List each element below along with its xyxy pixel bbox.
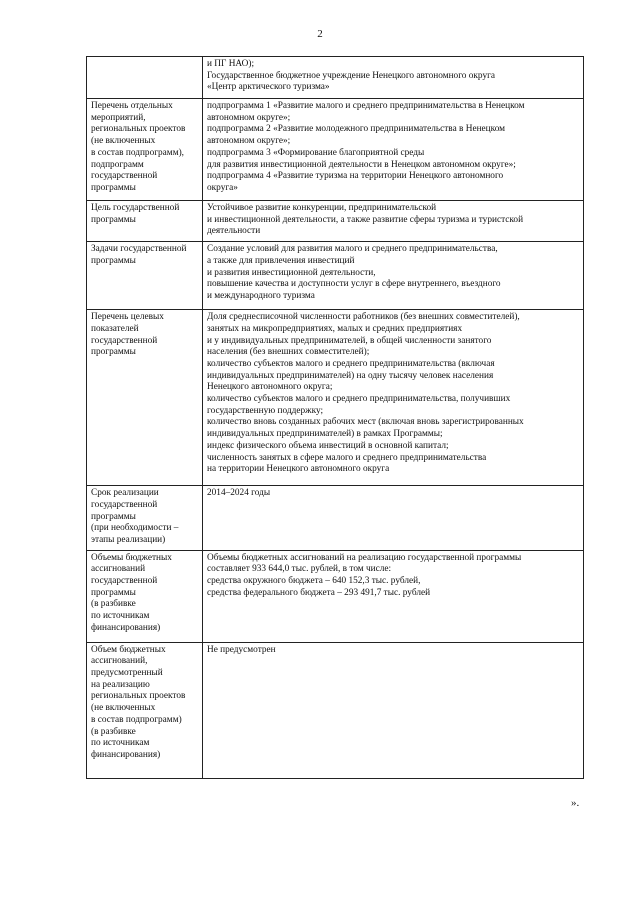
row-label-line: программы [91,214,136,225]
row-value-line: Объемы бюджетных ассигнований на реализацию государственной программы [207,552,522,563]
row-value-cell [203,242,584,310]
row-label-line: программы [91,587,136,598]
table-row-implementation-period [87,486,584,551]
row-value-line: средства окружного бюджета – 640 152,3 тыс. рублей, [207,576,421,587]
row-label-line: (в разбивке [91,726,136,737]
row-value-line: государственную поддержку; [207,405,324,416]
row-value-line: для развития инвестиционной деятельности в Ненецком автономном округе»; [207,159,516,170]
row-label-line: в состав подпрограмм), [91,147,184,158]
row-label-line: по источникам [91,738,150,749]
row-label-line: региональных проектов [91,691,186,702]
row-value-line: подпрограмма 1 «Развитие малого и среднего предпринимательства в Ненецком [207,101,525,111]
row-label-line: мероприятий, [91,112,146,123]
row-label-line: этапы реализации) [91,534,166,545]
row-value-line: Создание условий для развития малого и среднего предпринимательства, [207,244,498,255]
row-value-line: количество вновь созданных рабочих мест (включая вновь зарегистрированных [207,417,524,428]
row-label-line: Перечень целевых [91,312,164,323]
row-label-line: программы [91,255,136,266]
row-label-line: государственной [91,171,158,182]
row-label-line: в состав подпрограмм) [91,714,182,725]
row-value-line: Государственное бюджетное учреждение Ненецкого автономного округа [207,70,496,81]
row-label-line: финансирования) [91,622,161,633]
row-label-line: (в разбивке [91,599,136,610]
table-row-regional-projects-budget [87,642,584,778]
row-label-cell [87,57,203,99]
row-value-line: подпрограмма 3 «Формирование благоприятной среды [207,147,425,158]
row-label-line: Срок реализации [91,488,159,499]
row-value-line: количество субъектов малого и среднего предпринимательства (включая [207,358,495,369]
row-value-line: подпрограмма 2 «Развитие молодежного предпринимательства в Ненецком [207,124,506,135]
row-value-line: Не предусмотрен [207,644,276,655]
row-value-line: индекс физического объема инвестиций в основной капитал; [207,440,449,451]
row-label-line: Объем бюджетных [91,644,166,655]
table-row-program-tasks [87,242,584,310]
table-row-subprograms-list [87,99,584,201]
row-label-line: ассигнований [91,564,146,575]
row-value-line: деятельности [207,226,261,237]
row-label-line: ассигнований, [91,656,148,667]
row-value-line: средства федерального бюджета – 293 491,7 тыс. рублей [207,587,431,598]
row-value-line: и ПГ НАО); [207,59,255,69]
row-value-line: 2014–2024 годы [207,488,271,499]
row-label-cell [87,550,203,642]
row-value-line: и развития инвестиционной деятельности, [207,267,376,278]
row-value-line: автономном округе»; [207,136,291,147]
row-label-cell [87,201,203,242]
row-value-line: а также для привлечения инвестиций [207,255,355,266]
row-value-line: округа» [207,182,238,193]
table-row-target-indicators [87,310,584,486]
row-label-line: государственной [91,335,158,346]
row-label-cell [87,310,203,486]
row-label-line: Задачи государственной [91,244,187,255]
row-value-cell [203,642,584,778]
row-value-line: и инвестиционной деятельности, а также развитие сферы туризма и туристской [207,214,524,225]
passport-table [86,56,584,779]
row-value-line: автономном округе»; [207,112,291,123]
row-label-line: (при необходимости – [91,523,179,534]
row-value-line: и международного туризма [207,290,315,301]
row-label-line: программы [91,511,136,522]
row-label-line: региональных проектов [91,124,186,135]
row-value-line: Устойчивое развитие конкуренции, предпринимательской [207,203,437,213]
row-value-line: на территории Ненецкого автономного округа [207,464,390,475]
row-label-cell [87,642,203,778]
row-value-cell [203,99,584,201]
row-value-line: повышение качества и доступности услуг в сфере внутреннего, въездного [207,279,501,290]
row-label-line: по источникам [91,611,150,622]
row-label-line: показателей [91,323,139,334]
row-value-cell [203,310,584,486]
row-value-line: «Центр арктического туризма» [207,82,330,93]
row-label-cell [87,99,203,201]
row-value-line: численность занятых в сфере малого и среднего предпринимательства [207,452,487,463]
row-label-line: программы [91,347,136,358]
table-row-program-goal [87,201,584,242]
row-value-line: занятых на микропредприятиях, малых и средних предприятиях [207,323,463,334]
table-row-budget-allocations [87,550,584,642]
row-label-line: (не включенных [91,136,156,147]
page-number: 2 [317,28,323,40]
row-label-line: подпрограмм [91,159,144,170]
row-value-line: количество субъектов малого и среднего предпринимательства, получивших [207,394,511,405]
row-value-cell [203,550,584,642]
passport-table-body [87,57,584,779]
row-value-cell [203,201,584,242]
row-label-line: программы [91,182,136,193]
row-value-line: и у индивидуальных предпринимателей, в общей численности занятого [207,335,492,346]
row-label-line: предусмотренный [91,668,163,679]
row-value-line: составляет 933 644,0 тыс. рублей, в том числе: [207,564,392,575]
row-label-line: Перечень отдельных [91,101,173,111]
row-value-line: индивидуальных предпринимателей) на одну тысячу человек населения [207,370,494,381]
row-value-line: индивидуальных предпринимателей) в рамках Программы; [207,429,443,440]
row-label-line: Объемы бюджетных [91,552,172,563]
table-row-responsible-executors-continuation [87,57,584,99]
row-label-line: Цель государственной [91,203,180,213]
row-label-line: на реализацию [91,679,150,690]
row-value-line: подпрограмма 4 «Развитие туризма на территории Ненецкого автономного [207,171,504,182]
row-value-cell [203,486,584,551]
row-value-line: населения (без внешних совместителей); [207,347,370,358]
row-label-line: государственной [91,576,158,587]
row-value-cell [203,57,584,99]
closing-quote-mark: ». [571,797,580,809]
row-value-line: Ненецкого автономного округа; [207,382,333,393]
row-value-line: Доля среднесписочной численности работников (без внешних совместителей), [207,312,520,323]
row-label-cell [87,486,203,551]
row-label-line: (не включенных [91,703,156,714]
row-label-line: финансирования) [91,749,161,760]
row-label-cell [87,242,203,310]
row-label-line: государственной [91,499,158,510]
